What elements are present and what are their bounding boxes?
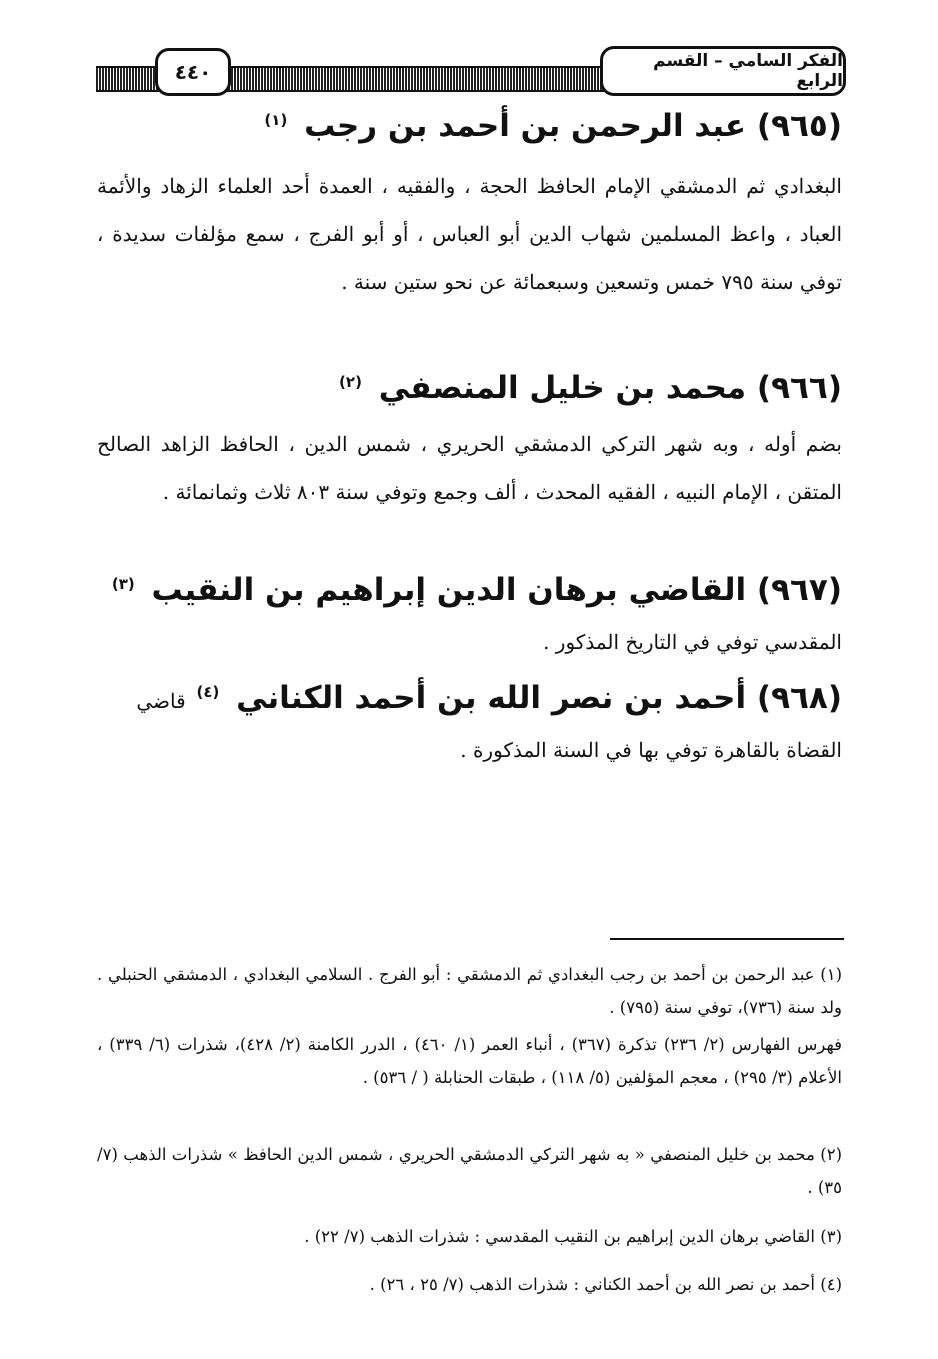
entry-heading-text: (٩٦٥) عبد الرحمن بن أحمد بن رجب	[304, 108, 842, 144]
entry-text-965: البغدادي ثم الدمشقي الإمام الحافظ الحجة ، والفقيه ، العمدة أحد العلماء الزهاد والأئمة العباد ، واعظ المسلمين شهاب الدين أبو العباس ، أو أبو الفرج ، سمع مؤلفات سديدة ، توفي سنة ٧٩٥ خمس وتسعين وسبعمائة عن نحو ستين سنة .	[97, 174, 842, 294]
entry-heading-967	[112, 572, 842, 608]
entry-heading-text: (٩٦٨) أحمد بن نصر الله بن أحمد الكناني	[236, 680, 842, 716]
page-number: ٤٤٠	[155, 48, 231, 96]
footnote-rule	[610, 938, 844, 940]
footnote-2: (٢) محمد بن خليل المنصفي « به شهر التركي الدمشقي الحريري ، شمس الدين الحافظ » شذرات الذهب (٧/ ٣٥) .	[97, 1145, 842, 1197]
entry-heading-966	[339, 370, 842, 406]
entry-heading-965	[264, 108, 842, 144]
footnote-marker: (١)	[264, 110, 288, 129]
footnote-4: (٤) أحمد بن نصر الله بن أحمد الكناني : شذرات الذهب (٧/ ٢٥ ، ٢٦) .	[369, 1275, 842, 1294]
footnote-1-sources: فهرس الفهارس (٢/ ٢٣٦) تذكرة (٣٦٧) ، أنباء العمر (١/ ٤٦٠) ، الدرر الكامنة (٢/ ٤٢٨)، شذرات (٦/ ٣٣٩) ، الأعلام (٣/ ٢٩٥) ، معجم المؤلفين (٥/ ١١٨) ، طبقات الحنابلة ( / ٥٣٦) .	[97, 1035, 843, 1087]
entry-heading-968	[136, 680, 842, 716]
entry-heading-text: (٩٦٧) القاضي برهان الدين إبراهيم بن النقيب	[151, 572, 842, 608]
footnote-3: (٣) القاضي برهان الدين إبراهيم بن النقيب المقدسي : شذرات الذهب (٧/ ٢٢) .	[304, 1227, 842, 1246]
entry-text-967: المقدسي توفي في التاريخ المذكور .	[543, 630, 842, 654]
footnote-1: (١) عبد الرحمن بن أحمد بن رجب البغدادي ثم الدمشقي : أبو الفرج . السلامي البغدادي ، الدمشقي الحنبلي . ولد سنة (٧٣٦)، توفي سنة (٧٩٥) .	[97, 965, 842, 1017]
footnote-marker: (٤)	[196, 682, 220, 701]
footnote-marker: (٢)	[339, 372, 362, 391]
footnote-marker: (٣)	[111, 574, 135, 593]
entry-text-966: بضم أوله ، وبه شهر التركي الدمشقي الحريري ، شمس الدين ، الحافظ الزاهد الصالح المتقن ، الإمام النبيه ، الفقيه المحدث ، ألف وجمع وتوفي سنة ٨٠٣ ثلاث وثمانمائة .	[97, 432, 842, 504]
entry-text-968: القضاة بالقاهرة توفي بها في السنة المذكورة .	[460, 738, 842, 762]
entry-heading-tail: قاضي	[136, 689, 186, 713]
entry-heading-text: (٩٦٦) محمد بن خليل المنصفي	[378, 370, 842, 406]
running-header-title: الفكر السامي – القسم الرابع	[600, 46, 846, 96]
